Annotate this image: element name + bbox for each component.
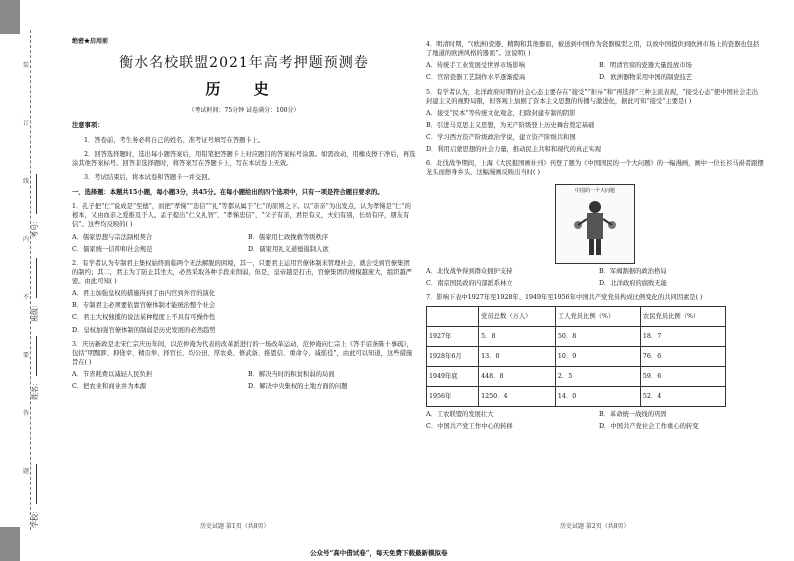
table-cell: 1949年底	[427, 366, 479, 386]
school-field: 学校：	[30, 464, 40, 528]
question-stem: 4．明清时期，“(欧洲)瓷器、精陶和其他器皿，被送到中国作为瓷器模型之用，以致中国提供到欧洲市场上的瓷器也包括了地道的欧洲风格的器皿”。这说明( )	[426, 41, 760, 58]
option-d: D．皇权加强官僚体制的制弱是历史发展的必然趋势	[72, 326, 216, 334]
seal-char: 要	[23, 352, 30, 359]
option-a: A．接受“民本”等传统文化观念，扫除封建专制的阴影	[426, 109, 576, 117]
option-c: C．把农业和商业并为本源	[72, 383, 147, 391]
option-b: B．军阀割据的政治格局	[599, 267, 667, 275]
table-cell: 14．0	[555, 386, 640, 406]
table-cell: 1927年	[427, 326, 479, 346]
question-3	[72, 340, 416, 392]
option-c: C．学习西方资产阶级政治学说，建立资产阶级共和国	[426, 134, 576, 141]
table-cell: 76．6	[640, 346, 725, 366]
options	[426, 61, 764, 82]
table-cell: 1956年	[427, 386, 479, 406]
exam-no-field: 考号：	[30, 174, 40, 238]
section-heading: 一、选择题：本题共15小题，每小题3分，共45分。在每小题给出的四个选项中，只有一项是符合题目要求的。	[72, 189, 384, 197]
table-cell: 448．8	[479, 366, 556, 386]
table-cell: 2．5	[555, 366, 640, 386]
right-page-footer: 历史试题 第2页（共8页）	[560, 523, 630, 530]
question-5	[426, 88, 764, 155]
table-header-row	[427, 306, 726, 326]
option-b: B．解决当时的积贫积弱的局面	[248, 371, 335, 379]
options	[72, 233, 416, 254]
option-c: C．中国共产党工作中心的转移	[426, 423, 513, 430]
gutter-bar-top	[0, 0, 20, 34]
option-b: B．明清官窑的瓷器大量投放市场	[599, 62, 692, 70]
question-6	[426, 159, 764, 288]
notice-2: 2．回答选择题时，选出每小题答案后，用铅笔把答题卡上对应题目的答案标号涂黑。如需改动，用橡皮擦干净后，再选涂其他答案标号。回答非选择题时，将答案写在答题卡上，写在本试卷上无效。	[72, 150, 416, 167]
table-row	[427, 326, 726, 346]
seal-char: 答	[23, 410, 30, 417]
question-4	[426, 40, 764, 83]
seal-char: 订	[23, 120, 30, 127]
options	[426, 410, 764, 431]
table-cell: 1250．4	[479, 386, 556, 406]
subject-title: 历 史	[205, 79, 283, 98]
options	[426, 109, 764, 155]
option-d: D．利用启蒙思想的社会力量，推动民主共和和现代的真正实现	[426, 146, 602, 154]
left-page	[72, 38, 416, 391]
seal-char: 题	[23, 468, 30, 475]
option-d: D．解决中央集权的土地方面的问题	[248, 383, 348, 391]
option-a: A．节省耗费以减轻人民负担	[72, 371, 153, 379]
secret-mark: 绝密★启用前	[72, 38, 109, 45]
table-header-cell: 农民党员比例（%）	[640, 306, 725, 326]
option-c: C．君主大权独揽的说法某种程度上不具有可操作性	[72, 314, 216, 322]
table-header-cell: 工人党员比例（%）	[555, 306, 640, 326]
question-7	[426, 293, 764, 431]
option-a: A．儒家思想与宗法制相契合	[72, 233, 153, 241]
name-field: 姓名：	[30, 336, 40, 400]
exam-meta: （考试时间：75分钟 试卷满分：100分）	[188, 106, 300, 114]
question-stem: 1．孔子把“仁”说成是“至德”，而把“孝悌”“忠信”“礼”等都从属于“仁”的原则之下。以“亲亲”为出发点，认为孝悌是“仁”的根本，又由血亲之爱推及于人。孟子提出“仁义礼智”、“孝悌忠信”、“父子有亲，君臣有义，夫妇有别，长幼有序，朋友有信”。这些均反映的( )	[72, 203, 411, 229]
option-a: A．传统手工业发展受世界市场影响	[426, 62, 526, 70]
option-a: A．君主加强皇权的措施得到了由内官到外官的演化	[72, 290, 216, 298]
table-header-cell: 党员总数（万人）	[479, 306, 556, 326]
question-2	[72, 259, 416, 335]
option-a: A．工农联盟的发展壮大	[426, 410, 494, 418]
cartoon-image	[555, 184, 635, 264]
table-header-cell	[427, 306, 479, 326]
notice-3: 3．考试结束后，将本试卷和答题卡一并交回。	[84, 173, 214, 181]
notice-1: 1．答卷前，考生务必将自己的姓名、准考证号填写在答题卡上。	[84, 136, 265, 144]
option-a: A．北伐战争得到群众拥护支持	[426, 267, 513, 275]
right-page	[426, 40, 764, 431]
option-b: B．专制君主必须要依靠官僚体制才能统治整个社会	[72, 302, 216, 310]
class-field: 班级：	[30, 258, 40, 322]
exam-title: 衡水名校联盟2021年高考押题预测卷	[119, 54, 369, 71]
cartoon-caption: 中国的一个大问题	[574, 187, 615, 194]
table-row	[427, 386, 726, 406]
table-cell: 50．8	[555, 326, 640, 346]
table-cell: 52．4	[640, 386, 725, 406]
table-row	[427, 366, 726, 386]
table-cell: 18．7	[640, 326, 725, 346]
question-stem: 6．北伐战争期间，上海《大民报国画社刊》刊登了题为《中国国民的一个大问题》的一幅漫画，画中一位长衫马褂者跟摆龙头而擦身乡头。这幅漫画反映出当时( )	[426, 160, 764, 177]
table-cell: 59．6	[640, 366, 725, 386]
table-cell: 1928年6月	[427, 346, 479, 366]
seal-char: 线	[23, 178, 30, 185]
table-cell: 10．9	[555, 346, 640, 366]
cartoon-figure-icon	[556, 195, 634, 261]
bottom-note: 公众号“高中借试卷”，每天免费下载最新模拟卷	[310, 549, 448, 557]
option-b: B．儒家用仁政挽救等级秩序	[248, 233, 329, 241]
seal-char: 装	[23, 62, 30, 69]
question-stem: 2．有学者认为专制君主集权始终面临两个无法解脱的困境，其一，只要君主运用官僚体制来管理社会，就会受到官僚集团的制约；其二，君主为了防止其坐大，必然采取各种手段来削弱，但是，皇帝越是打击，官僚集团的规模越庞大，组织越严密。由此可知( )	[72, 259, 413, 286]
question-stem: 5．有学者认为，北洋政府时期的社会心态主要存在“接受”“拒斥”和“再选择”三种主流表现，“接受心态”使中国社会走出封建主义的视野局限，但客观上加剧了资本主义思想的传播与激进化，据此可知“接受”主要是( )	[426, 88, 759, 105]
notice-title: 注意事项：	[72, 122, 104, 130]
question-stem: 3．庆历新政是北宋仁宗庆历年间，以范仲淹为代表的改革派进行的一场改革运动，范仲淹向仁宗上《答手诏条陈十事疏》，包括“明黜陟、抑侥幸、精贡举、择官长、均公田、厚农桑、修武备、推恩信、重命令、减徭役”，由此可以知道，这些措施旨在( )	[72, 340, 413, 366]
option-c: C．南京国民政府内部派系林立	[426, 279, 513, 287]
binding-gutter	[0, 0, 62, 561]
table-cell: 13．0	[479, 346, 556, 366]
options	[72, 370, 416, 391]
option-d: D．中国共产党社会工作重心的转变	[599, 423, 699, 430]
option-d: D．欧洲器物采用中国的制瓷技艺	[599, 74, 693, 82]
seal-char: 内	[23, 236, 30, 243]
table-row	[427, 346, 726, 366]
party-member-table	[426, 306, 726, 407]
option-d: D．儒家用礼义道德遏制人欲	[248, 245, 329, 253]
option-b: B．革命统一战线的巩固	[599, 410, 667, 418]
question-1	[72, 202, 416, 254]
question-stem: 7．影响下表中1927年至1928年、1949年至1956年中国共产党党员构成比例变化的共同因素是( )	[426, 293, 703, 301]
options	[72, 289, 416, 335]
option-c: C．儒家统一信仰和社会规范	[72, 245, 153, 253]
gutter-bar-bottom	[0, 527, 20, 561]
option-d: D．北洋政府的腐败无能	[599, 279, 668, 287]
option-c: C．官窑瓷器工艺制作水平逐渐提高	[426, 74, 526, 82]
left-page-footer: 历史试题 第1页（共8页）	[200, 523, 270, 530]
seal-char: 不	[23, 294, 30, 301]
table-cell: 5．8	[479, 326, 556, 346]
options	[426, 267, 764, 288]
option-b: B．引进马克思主义思想，为无产阶级登上历史舞台奠定基础	[426, 121, 595, 129]
